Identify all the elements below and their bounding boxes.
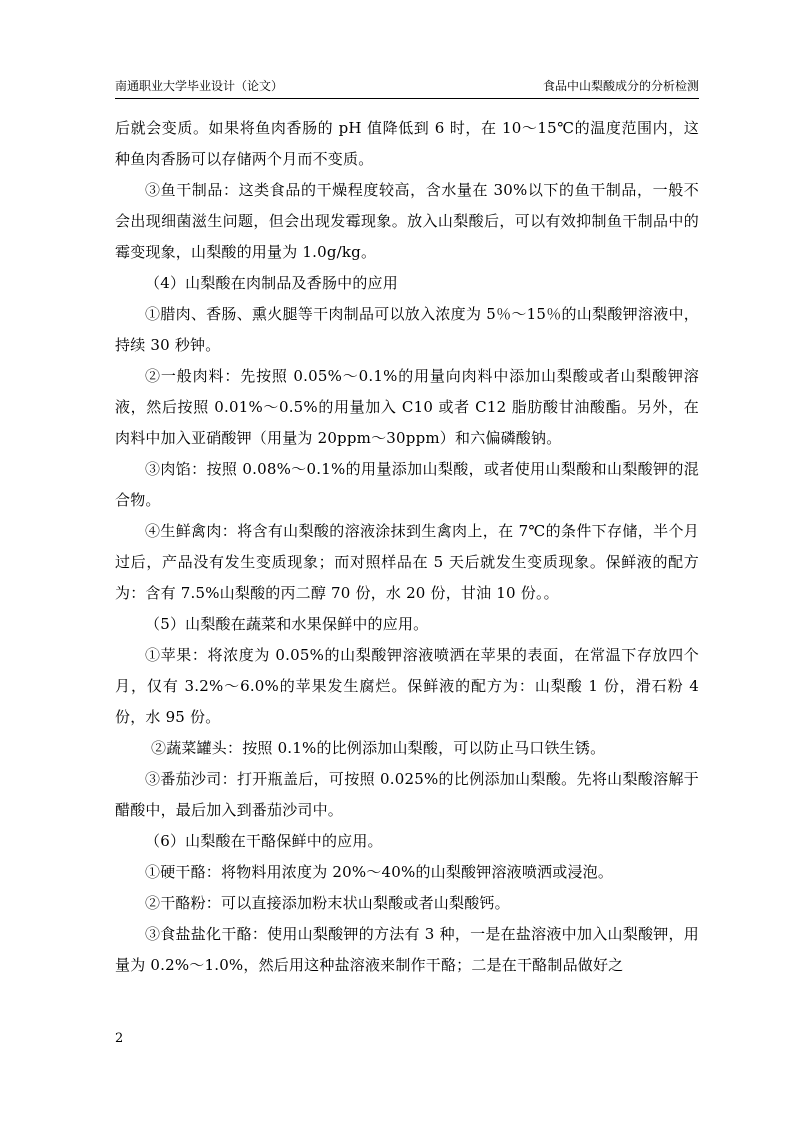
paragraph-fresh-poultry: ④生鲜禽肉：将含有山梨酸的溶液涂抹到生禽肉上，在 7℃的条件下存储，半个月过后，产品没有发生变质现象；而对照样品在 5 天后就发生变质现象。保鲜液的配方为：含有 7.5%山梨酸的丙二醇 70 份，水 20 份，甘油 10 份。。 [115, 522, 699, 602]
paragraph-salted-cheese: ③食盐盐化干酪：使用山梨酸钾的方法有 3 种，一是在盐溶液中加入山梨酸钾，用量为 0.2%～1.0%，然后用这种盐溶液来制作干酪；二是在干酪制品做好之 [115, 925, 699, 974]
paragraph-meat-filling: ③肉馅：按照 0.08%～0.1%的用量添加山梨酸，或者使用山梨酸和山梨酸钾的混合物。 [115, 460, 699, 509]
section-heading-meat: （4）山梨酸在肉制品及香肠中的应用 [145, 274, 398, 292]
page-number: 2 [115, 1031, 124, 1046]
paragraph-general-meat: ②一般肉料：先按照 0.05%～0.1%的用量向肉料中添加山梨酸或者山梨酸钾溶液，然后按照 0.01%～0.5%的用量加入 C10 或者 C12 脂肪酸甘油酸酯。另外，在肉料中加入亚硝酸钾（用量为 20ppm～30ppm）和六偏磷酸钠。 [115, 367, 699, 447]
page-body [115, 113, 699, 981]
paragraph-dried-fish: ③鱼干制品：这类食品的干燥程度较高，含水量在 30%以下的鱼干制品，一般不会出现细菌滋生问题，但会出现发霉现象。放入山梨酸后，可以有效抑制鱼干制品中的霉变现象，山梨酸的用量为 1.0g/kg。 [115, 181, 699, 261]
paragraph-apple: ①苹果：将浓度为 0.05%的山梨酸钾溶液喷洒在苹果的表面，在常温下存放四个月，仅有 3.2%～6.0%的苹果发生腐烂。保鲜液的配方为：山梨酸 1 份，滑石粉 4 份，水 95 份。 [115, 646, 699, 726]
header-right-title: 食品中山梨酸成分的分析检测 [542, 79, 699, 93]
paragraph-cheese-powder: ②干酪粉：可以直接添加粉末状山梨酸或者山梨酸钙。 [145, 894, 510, 912]
paragraph-ketchup: ③番茄沙司：打开瓶盖后，可按照 0.025%的比例添加山梨酸。先将山梨酸溶解于醋酸中，最后加入到番茄沙司中。 [115, 770, 699, 819]
paragraph-continuation: 后就会变质。如果将鱼肉香肠的 pH 值降低到 6 时，在 10～15℃的温度范围内，这种鱼肉香肠可以存储两个月而不变质。 [115, 119, 699, 168]
section-heading-cheese: （6）山梨酸在干酪保鲜中的应用。 [145, 832, 383, 850]
page-header [115, 78, 699, 99]
paragraph-canned-vegetables: ②蔬菜罐头：按照 0.1%的比例添加山梨酸，可以防止马口铁生锈。 [151, 739, 606, 757]
paragraph-cured-meat: ①腊肉、香肠、熏火腿等干肉制品可以放入浓度为 5％～15％的山梨酸钾溶液中，持续 30 秒钟。 [115, 305, 699, 354]
section-heading-vegetables: （5）山梨酸在蔬菜和水果保鲜中的应用。 [145, 615, 429, 633]
paragraph-hard-cheese: ①硬干酪：将物料用浓度为 20%～40%的山梨酸钾溶液喷洒或浸泡。 [145, 863, 614, 881]
header-left-title: 南通职业大学毕业设计（论文） [115, 79, 284, 93]
